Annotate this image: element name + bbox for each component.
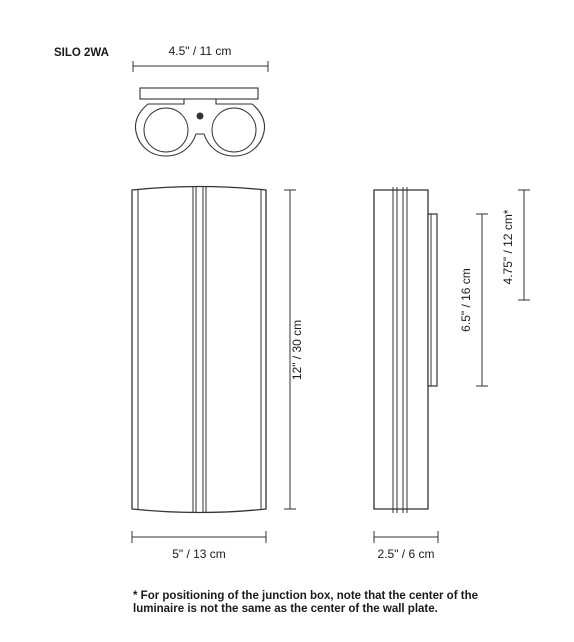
plate-height-label: 6.5" / 16 cm xyxy=(459,268,473,332)
front-width-label: 5" / 13 cm xyxy=(172,547,226,561)
junction-offset-label: 4.75" / 12 cm* xyxy=(501,209,515,285)
front-view xyxy=(132,187,296,544)
front-height-label: 12" / 30 cm xyxy=(290,319,304,381)
side-depth-label: 2.5" / 6 cm xyxy=(377,547,435,561)
footnote-line-1: * For positioning of the junction box, note that the center of the xyxy=(133,590,478,602)
top-view xyxy=(133,61,268,156)
top-width-label: 4.5" / 11 cm xyxy=(168,44,232,58)
product-title: SILO 2WA xyxy=(54,47,109,59)
footnote xyxy=(133,590,553,616)
footnote-line-2: luminaire is not the same as the center of the wall plate. xyxy=(133,603,438,615)
